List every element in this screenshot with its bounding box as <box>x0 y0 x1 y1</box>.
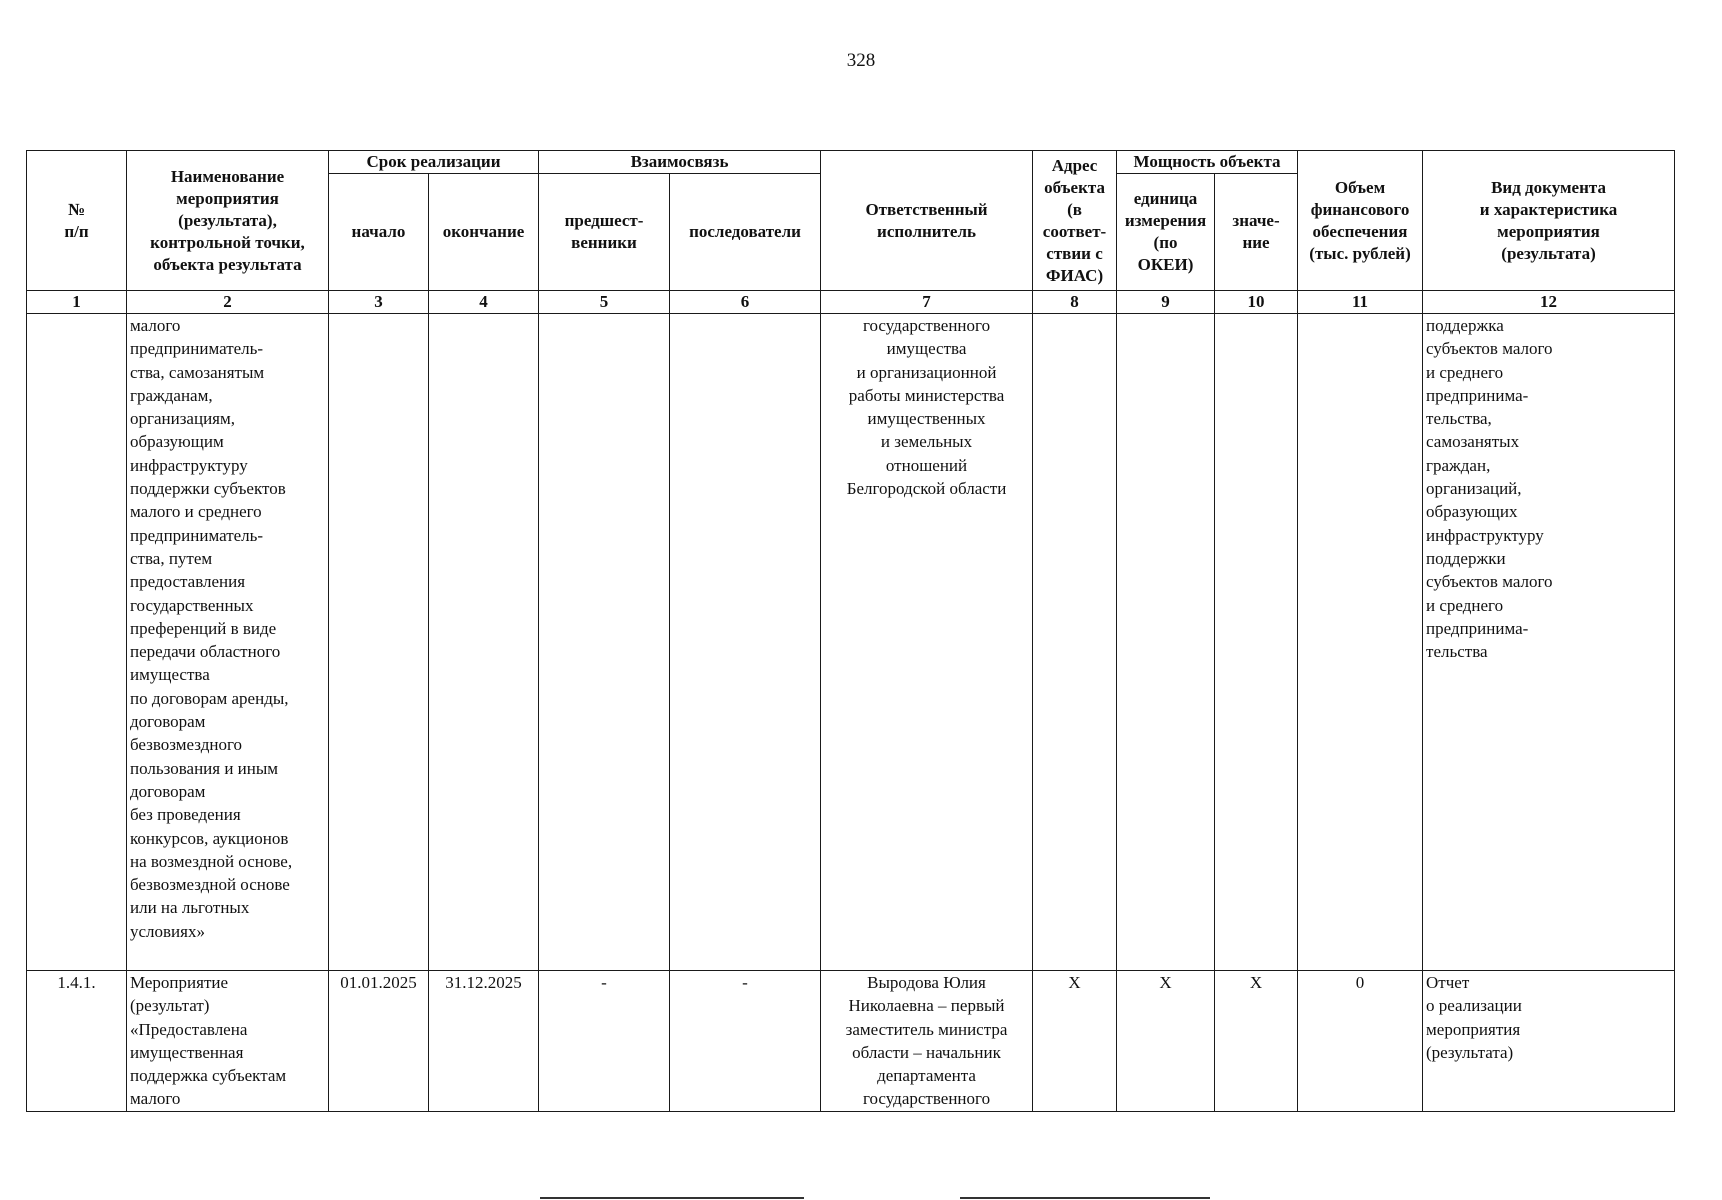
header-end: окончание <box>429 174 539 291</box>
column-number: 6 <box>670 291 821 314</box>
cell-end: 31.12.2025 <box>429 971 539 1112</box>
cell-document: поддержка субъектов малого и среднего предпринима- тельства, самозанятых граждан, организаций, образующих инфраструктуру поддержки субъектов малого и среднего предпринима- тельства <box>1423 314 1675 971</box>
cell-successors: - <box>670 971 821 1112</box>
cell-successors <box>670 314 821 971</box>
header-number: № п/п <box>27 151 127 291</box>
cell-finance: 0 <box>1298 971 1423 1112</box>
cell-start: 01.01.2025 <box>329 971 429 1112</box>
cell-finance <box>1298 314 1423 971</box>
cell-unit: Х <box>1117 971 1215 1112</box>
cell-start <box>329 314 429 971</box>
cell-address: Х <box>1033 971 1117 1112</box>
cell-executor: государственного имущества и организационной работы министерства имущественных и земельных отношений Белгородской области <box>821 314 1033 971</box>
cell-number <box>27 314 127 971</box>
column-number: 5 <box>539 291 670 314</box>
cell-executor: Выродова Юлия Николаевна – первый заместитель министра области – начальник департамента государственного <box>821 971 1033 1112</box>
page-number: 328 <box>846 50 876 71</box>
table-row <box>27 314 1675 971</box>
column-number-row <box>27 291 1675 314</box>
header-finance: Объем финансового обеспечения (тыс. рублей) <box>1298 151 1423 291</box>
cell-value: Х <box>1215 971 1298 1112</box>
cell-predecessors: - <box>539 971 670 1112</box>
column-number: 11 <box>1298 291 1423 314</box>
header-capacity-group: Мощность объекта <box>1117 151 1298 174</box>
cell-address <box>1033 314 1117 971</box>
column-number: 2 <box>127 291 329 314</box>
column-number: 9 <box>1117 291 1215 314</box>
header-term-group: Срок реализации <box>329 151 539 174</box>
header-value: значе- ние <box>1215 174 1298 291</box>
column-number: 3 <box>329 291 429 314</box>
cell-document: Отчет о реализации мероприятия (результата) <box>1423 971 1675 1112</box>
header-address: Адрес объекта (в соответ- ствии с ФИАС) <box>1033 151 1117 291</box>
footer-rule <box>960 1197 1210 1199</box>
cell-name: малого предприниматель- ства, самозанятым гражданам, организациям, образующим инфраструктуру поддержки субъектов малого и среднего предприниматель- ства, путем предоставления государственных преференций в виде передачи областного имущества по договорам аренды, договорам безвозмездного пользования и иным договорам без проведения конкурсов, аукционов на возмездной основе, безвозмездной основе или на льготных условиях» <box>127 314 329 971</box>
column-number: 4 <box>429 291 539 314</box>
header-name: Наименование мероприятия (результата), контрольной точки, объекта результата <box>127 151 329 291</box>
cell-predecessors <box>539 314 670 971</box>
cell-end <box>429 314 539 971</box>
header-executor: Ответственный исполнитель <box>821 151 1033 291</box>
header-unit: единица измерения (по ОКЕИ) <box>1117 174 1215 291</box>
column-number: 7 <box>821 291 1033 314</box>
cell-value <box>1215 314 1298 971</box>
table-row <box>27 971 1675 1112</box>
header-predecessors: предшест- венники <box>539 174 670 291</box>
column-number: 10 <box>1215 291 1298 314</box>
header-start: начало <box>329 174 429 291</box>
column-number: 1 <box>27 291 127 314</box>
cell-name: Мероприятие (результат) «Предоставлена имущественная поддержка субъектам малого <box>127 971 329 1112</box>
cell-number: 1.4.1. <box>27 971 127 1112</box>
column-number: 12 <box>1423 291 1675 314</box>
cell-unit <box>1117 314 1215 971</box>
footer-rule <box>540 1197 804 1199</box>
column-number: 8 <box>1033 291 1117 314</box>
header-relation-group: Взаимосвязь <box>539 151 821 174</box>
header-document: Вид документа и характеристика мероприятия (результата) <box>1423 151 1675 291</box>
header-successors: последователи <box>670 174 821 291</box>
plan-table <box>26 150 1675 1112</box>
